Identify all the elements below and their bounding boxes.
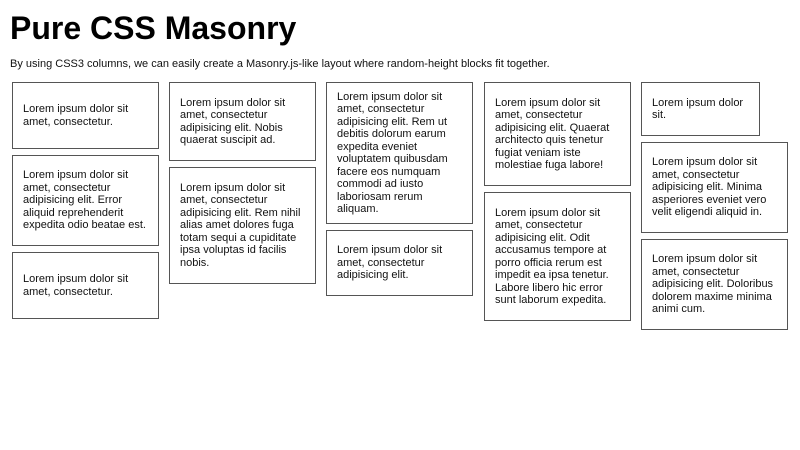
intro-text: By using CSS3 columns, we can easily create a Masonry.js-like layout where random-height blocks fit together. <box>10 58 550 70</box>
page-title: Pure CSS Masonry <box>10 10 297 46</box>
masonry-column-2 <box>169 82 316 290</box>
masonry-block <box>12 82 159 149</box>
masonry-block <box>484 82 631 186</box>
masonry-column-1 <box>12 82 159 325</box>
masonry-block <box>326 82 473 224</box>
block-text: Lorem ipsum dolor sit. <box>652 96 744 121</box>
block-text: Lorem ipsum dolor sit amet, consectetur adipisicing elit. Odit accusamus tempore at porro officia rerum est impedit ea ipsa tenetur. Labore libero hic error sunt laborum expedita. <box>495 206 609 306</box>
block-text: Lorem ipsum dolor sit amet, consectetur adipisicing elit. Doloribus dolorem maxime minima animi cum. <box>652 253 774 316</box>
masonry-block <box>484 192 631 321</box>
masonry-block <box>641 82 760 136</box>
masonry-block <box>326 230 473 296</box>
masonry-block <box>12 252 159 319</box>
masonry-block <box>641 142 788 233</box>
block-text: Lorem ipsum dolor sit amet, consectetur adipisicing elit. Rem nihil alias amet dolores fuga totam sequi a cupiditate ipsa voluptas id facilis nobis. <box>180 181 301 269</box>
masonry-block <box>169 82 316 161</box>
masonry-block <box>12 155 159 246</box>
block-text: Lorem ipsum dolor sit amet, consectetur adipisicing elit. Rem ut debitis dolorum earum expedita eveniet voluptatem quibusdam facere eos numquam commodi ad iusto laboriosam rerum aliquam. <box>337 90 448 215</box>
block-text: Lorem ipsum dolor sit amet, consectetur adipisicing elit. Error aliquid reprehenderit expedita odio beatae est. <box>23 169 146 232</box>
block-text: Lorem ipsum dolor sit amet, consectetur. <box>23 103 129 128</box>
masonry-column-3 <box>326 82 473 302</box>
block-text: Lorem ipsum dolor sit amet, consectetur. <box>23 273 129 298</box>
block-text: Lorem ipsum dolor sit amet, consectetur adipisicing elit. Nobis quaerat suscipit ad. <box>180 96 286 146</box>
block-text: Lorem ipsum dolor sit amet, consectetur adipisicing elit. Quaerat architecto quis tenetur fugiat veniam iste molestiae fuga labore! <box>495 96 610 171</box>
block-text: Lorem ipsum dolor sit amet, consectetur adipisicing elit. <box>337 244 443 282</box>
masonry-block <box>641 239 788 330</box>
masonry-block <box>169 167 316 284</box>
block-text: Lorem ipsum dolor sit amet, consectetur adipisicing elit. Minima asperiores eveniet vero velit eligendi aliquid in. <box>652 156 767 219</box>
masonry-column-5 <box>641 82 788 336</box>
masonry-column-4 <box>484 82 631 327</box>
